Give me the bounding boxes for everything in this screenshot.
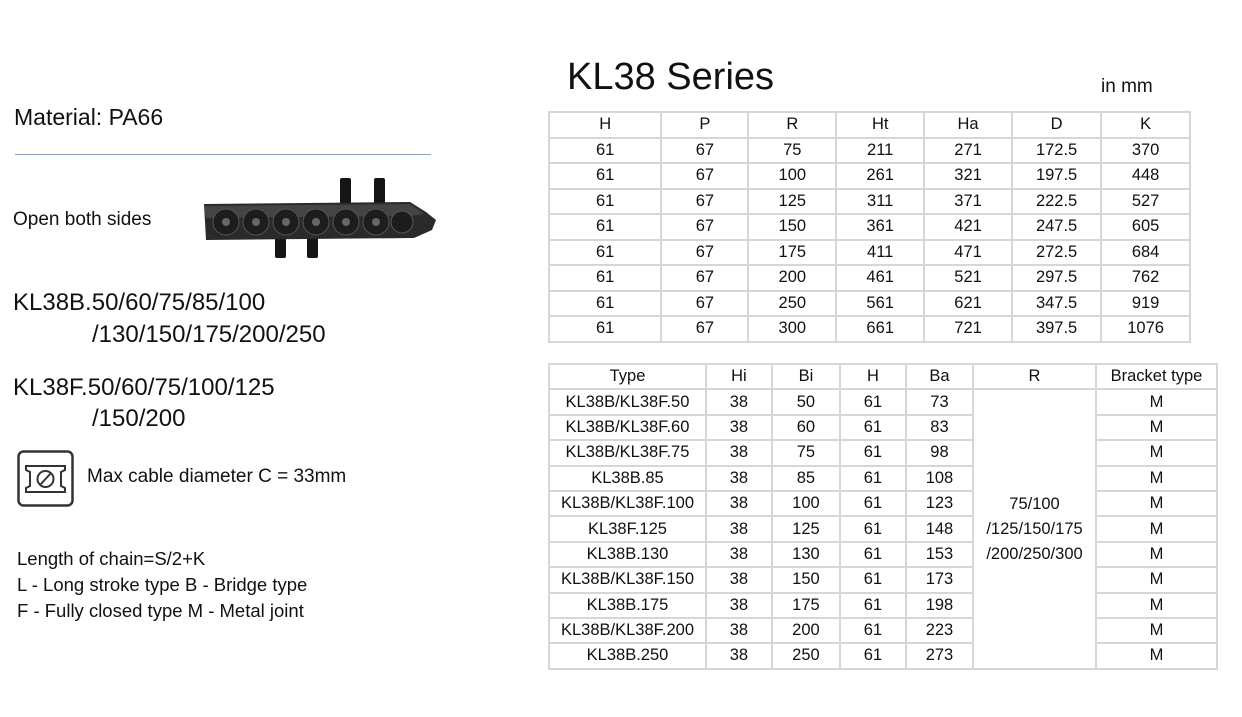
table-cell: 61 xyxy=(549,163,661,189)
table-cell: 67 xyxy=(661,265,748,291)
table-cell: 684 xyxy=(1101,240,1190,266)
table-row xyxy=(549,643,1217,668)
table-cell: KL38B/KL38F.75 xyxy=(549,440,706,465)
table-cell: 370 xyxy=(1101,138,1190,164)
table-cell: KL38B/KL38F.150 xyxy=(549,567,706,592)
table-row xyxy=(549,466,1217,491)
table-cell: 67 xyxy=(661,240,748,266)
table-cell: KL38B/KL38F.200 xyxy=(549,618,706,643)
table-cell: 61 xyxy=(549,214,661,240)
table-cell: 38 xyxy=(706,466,772,491)
table-cell: M xyxy=(1096,491,1217,516)
table-cell: 61 xyxy=(840,516,906,541)
legend-line: Length of chain=S/2+K xyxy=(17,548,206,569)
types-table xyxy=(548,363,1218,670)
column-header: Ht xyxy=(836,112,924,138)
table-cell: M xyxy=(1096,440,1217,465)
table-cell: M xyxy=(1096,389,1217,414)
table-cell: 1076 xyxy=(1101,316,1190,342)
table-cell: 75 xyxy=(772,440,840,465)
column-header: Bracket type xyxy=(1096,364,1217,389)
table-row xyxy=(549,415,1217,440)
table-cell: 67 xyxy=(661,214,748,240)
table-row xyxy=(549,214,1190,240)
table-cell: 421 xyxy=(924,214,1012,240)
table-cell: 448 xyxy=(1101,163,1190,189)
table-cell: M xyxy=(1096,593,1217,618)
table-cell: 125 xyxy=(748,189,836,215)
table-row xyxy=(549,240,1190,266)
unit-label: in mm xyxy=(1101,76,1153,97)
table-cell: M xyxy=(1096,466,1217,491)
kl38b-models-line-2: /130/150/175/200/250 xyxy=(92,321,326,348)
table-row xyxy=(549,440,1217,465)
table-cell: 61 xyxy=(840,593,906,618)
kl38b-models-line-1: KL38B.50/60/75/85/100 xyxy=(13,289,266,316)
table-cell: 61 xyxy=(549,240,661,266)
table-cell: 38 xyxy=(706,618,772,643)
column-header: Ba xyxy=(906,364,973,389)
column-header: Ha xyxy=(924,112,1012,138)
material-label: Material: PA66 xyxy=(14,104,164,130)
table-cell: 397.5 xyxy=(1012,316,1101,342)
radius-options-cell xyxy=(973,389,1096,668)
table-cell: 100 xyxy=(772,491,840,516)
table-cell: 61 xyxy=(840,389,906,414)
table-cell: 461 xyxy=(836,265,924,291)
column-header: K xyxy=(1101,112,1190,138)
table-cell: 100 xyxy=(748,163,836,189)
table-cell: 67 xyxy=(661,138,748,164)
table-cell: KL38B.130 xyxy=(549,542,706,567)
dimensions-table xyxy=(548,111,1191,343)
table-cell: 61 xyxy=(549,189,661,215)
table-cell: 211 xyxy=(836,138,924,164)
table-cell: 200 xyxy=(748,265,836,291)
table-cell: KL38B/KL38F.60 xyxy=(549,415,706,440)
table-cell: 411 xyxy=(836,240,924,266)
table-cell: 60 xyxy=(772,415,840,440)
table-cell: KL38B.250 xyxy=(549,643,706,668)
table-cell: 67 xyxy=(661,189,748,215)
table-row xyxy=(549,618,1217,643)
table-cell: 61 xyxy=(840,567,906,592)
table-cell: 75 xyxy=(748,138,836,164)
table-cell: 61 xyxy=(549,291,661,317)
table-cell: M xyxy=(1096,516,1217,541)
column-header: Hi xyxy=(706,364,772,389)
kl38f-models-line-1: KL38F.50/60/75/100/125 xyxy=(13,374,275,401)
cable-diameter-icon xyxy=(17,450,74,507)
table-cell: 38 xyxy=(706,440,772,465)
table-cell: 38 xyxy=(706,542,772,567)
max-cable-diameter-label: Max cable diameter C = 33mm xyxy=(87,466,347,487)
table-row xyxy=(549,389,1217,414)
table-row xyxy=(549,491,1217,516)
table-row xyxy=(549,516,1217,541)
table-cell: 272.5 xyxy=(1012,240,1101,266)
table-cell: 347.5 xyxy=(1012,291,1101,317)
table-cell: M xyxy=(1096,567,1217,592)
radius-option-line: /125/150/175 xyxy=(986,519,1083,538)
table-cell: 521 xyxy=(924,265,1012,291)
table-cell: 130 xyxy=(772,542,840,567)
table-cell: 200 xyxy=(772,618,840,643)
series-title: KL38 Series xyxy=(567,56,775,98)
table-cell: 61 xyxy=(840,466,906,491)
table-cell: 61 xyxy=(549,265,661,291)
table-cell: 98 xyxy=(906,440,973,465)
table-cell: 175 xyxy=(772,593,840,618)
table-cell: 371 xyxy=(924,189,1012,215)
table-cell: 108 xyxy=(906,466,973,491)
table-cell: 361 xyxy=(836,214,924,240)
table-cell: 527 xyxy=(1101,189,1190,215)
table-cell: 605 xyxy=(1101,214,1190,240)
table-cell: 38 xyxy=(706,516,772,541)
table-row xyxy=(549,567,1217,592)
table-cell: 38 xyxy=(706,593,772,618)
table-cell: 67 xyxy=(661,316,748,342)
table-cell: 172.5 xyxy=(1012,138,1101,164)
table-cell: 150 xyxy=(772,567,840,592)
table-cell: 261 xyxy=(836,163,924,189)
table-row xyxy=(549,265,1190,291)
table-cell: 61 xyxy=(840,440,906,465)
table-cell: M xyxy=(1096,643,1217,668)
radius-option-line: /200/250/300 xyxy=(986,544,1083,563)
table-cell: 38 xyxy=(706,415,772,440)
table-cell: M xyxy=(1096,542,1217,567)
table-cell: 61 xyxy=(549,138,661,164)
table-row xyxy=(549,316,1190,342)
divider xyxy=(15,154,431,155)
table-cell: 247.5 xyxy=(1012,214,1101,240)
table-cell: 197.5 xyxy=(1012,163,1101,189)
column-header: H xyxy=(840,364,906,389)
column-header: H xyxy=(549,112,661,138)
table-cell: 198 xyxy=(906,593,973,618)
table-cell: 919 xyxy=(1101,291,1190,317)
table-cell: M xyxy=(1096,415,1217,440)
open-sides-label: Open both sides xyxy=(13,209,152,230)
table-cell: 300 xyxy=(748,316,836,342)
kl38f-models-line-2: /150/200 xyxy=(92,405,186,432)
table-cell: 67 xyxy=(661,163,748,189)
table-row xyxy=(549,189,1190,215)
table-cell: 762 xyxy=(1101,265,1190,291)
table-cell: 61 xyxy=(840,643,906,668)
table-cell: M xyxy=(1096,618,1217,643)
table-header-row xyxy=(549,112,1190,138)
table-cell: 61 xyxy=(549,316,661,342)
table-cell: 50 xyxy=(772,389,840,414)
table-row xyxy=(549,542,1217,567)
table-cell: 153 xyxy=(906,542,973,567)
table-cell: 271 xyxy=(924,138,1012,164)
legend-line: F - Fully closed type M - Metal joint xyxy=(17,600,304,621)
table-cell: 721 xyxy=(924,316,1012,342)
table-cell: 250 xyxy=(748,291,836,317)
table-row xyxy=(549,593,1217,618)
table-cell: 148 xyxy=(906,516,973,541)
cable-chain-image xyxy=(200,176,448,262)
table-row xyxy=(549,138,1190,164)
table-cell: KL38B.85 xyxy=(549,466,706,491)
table-cell: 561 xyxy=(836,291,924,317)
table-cell: 123 xyxy=(906,491,973,516)
table-cell: 38 xyxy=(706,643,772,668)
column-header: R xyxy=(748,112,836,138)
table-cell: 175 xyxy=(748,240,836,266)
table-cell: 250 xyxy=(772,643,840,668)
table-row xyxy=(549,163,1190,189)
table-cell: 38 xyxy=(706,567,772,592)
table-cell: 61 xyxy=(840,491,906,516)
table-cell: 223 xyxy=(906,618,973,643)
column-header: Bi xyxy=(772,364,840,389)
table-cell: 273 xyxy=(906,643,973,668)
table-cell: 61 xyxy=(840,542,906,567)
table-cell: 38 xyxy=(706,389,772,414)
table-row xyxy=(549,291,1190,317)
legend-line: L - Long stroke type B - Bridge type xyxy=(17,574,308,595)
table-cell: 311 xyxy=(836,189,924,215)
column-header: D xyxy=(1012,112,1101,138)
column-header: R xyxy=(973,364,1096,389)
radius-option-line: 75/100 xyxy=(1009,494,1060,513)
table-cell: 173 xyxy=(906,567,973,592)
table-cell: 125 xyxy=(772,516,840,541)
table-cell: 73 xyxy=(906,389,973,414)
table-cell: 61 xyxy=(840,618,906,643)
table-cell: 61 xyxy=(840,415,906,440)
table-cell: KL38B/KL38F.50 xyxy=(549,389,706,414)
table-cell: 83 xyxy=(906,415,973,440)
table-cell: KL38B.175 xyxy=(549,593,706,618)
column-header: Type xyxy=(549,364,706,389)
table-cell: 85 xyxy=(772,466,840,491)
table-cell: 621 xyxy=(924,291,1012,317)
table-cell: KL38B/KL38F.100 xyxy=(549,491,706,516)
table-cell: 321 xyxy=(924,163,1012,189)
table-cell: 38 xyxy=(706,491,772,516)
table-cell: 661 xyxy=(836,316,924,342)
column-header: P xyxy=(661,112,748,138)
table-cell: 150 xyxy=(748,214,836,240)
table-cell: 67 xyxy=(661,291,748,317)
table-cell: KL38F.125 xyxy=(549,516,706,541)
table-cell: 471 xyxy=(924,240,1012,266)
table-cell: 222.5 xyxy=(1012,189,1101,215)
table-cell: 297.5 xyxy=(1012,265,1101,291)
table-header-row xyxy=(549,364,1217,389)
